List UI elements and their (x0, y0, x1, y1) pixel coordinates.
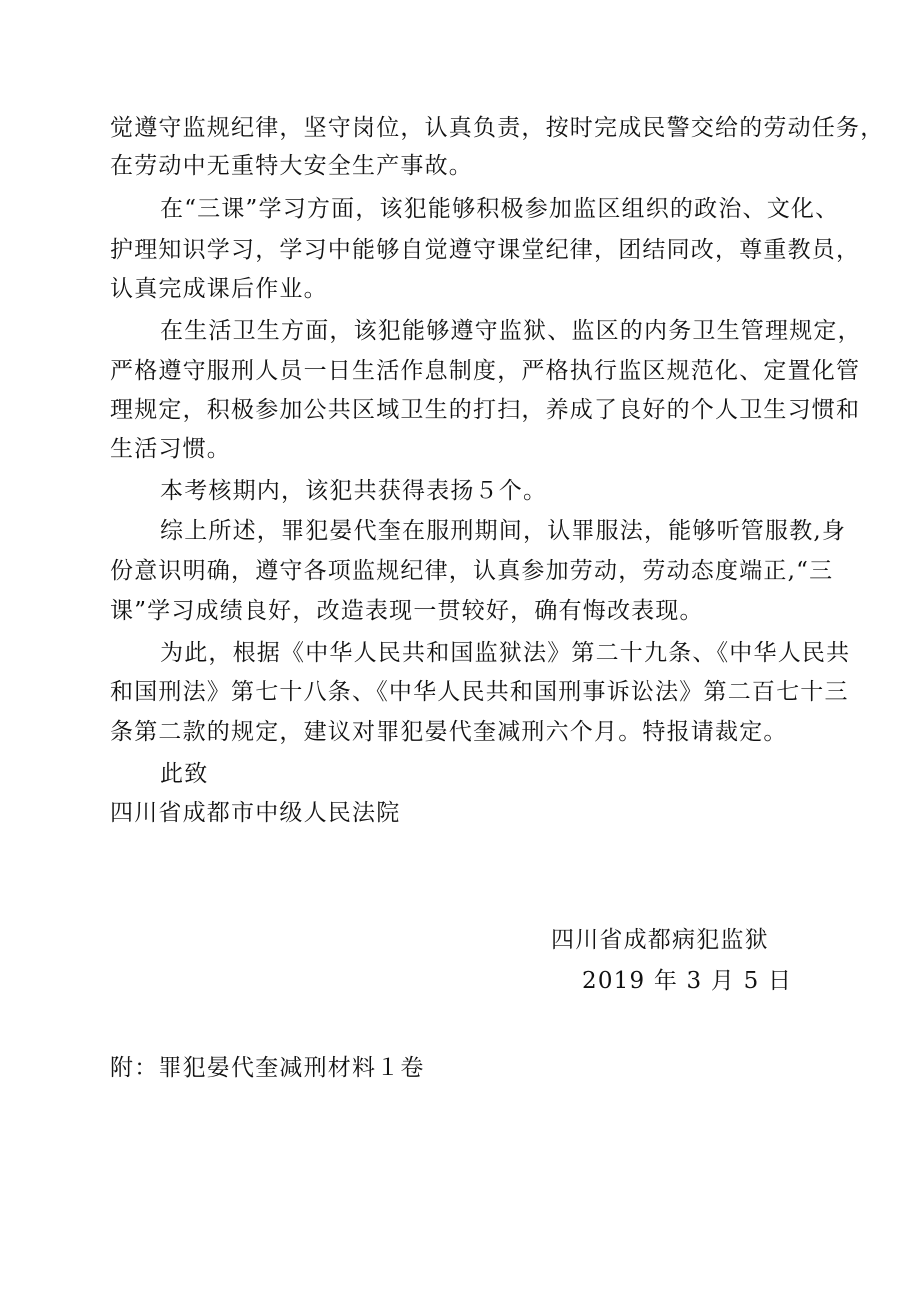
paragraph-2-line-1: 在“三课”学习方面，该犯能够积极参加监区组织的政治、文化、 (160, 196, 840, 222)
paragraph-6-line-1: 为此，根据《中华人民共和国监狱法》第二十九条、《中华人民共 (160, 640, 851, 666)
paragraph-2-line-2: 护理知识学习，学习中能够自觉遵守课堂纪律，团结同改，尊重教员， (110, 237, 861, 263)
paragraph-1-line-1: 觉遵守监规纪律，坚守岗位，认真负责，按时完成民警交给的劳动任务， (110, 115, 885, 141)
paragraph-1-line-2: 在劳动中无重特大安全生产事故。 (110, 153, 473, 179)
salutation: 此致 (160, 761, 209, 787)
sender-institution: 四川省成都病犯监狱 (551, 927, 769, 953)
paragraph-5-line-3: 课”学习成绩良好，改造表现一贯较好，确有悔改表现。 (110, 598, 704, 624)
recipient-court: 四川省成都市中级人民法院 (110, 800, 401, 826)
paragraph-2-line-3: 认真完成课后作业。 (110, 276, 328, 302)
paragraph-4-line-1: 本考核期内，该犯共获得表扬５个。 (160, 478, 548, 504)
document-date: 2019 年 3 月 5 日 (582, 968, 793, 994)
paragraph-5-line-1: 综上所述，罪犯晏代奎在服刑期间，认罪服法，能够听管服教,身 (160, 518, 847, 544)
paragraph-3-line-3: 理规定，积极参加公共区域卫生的打扫，养成了良好的个人卫生习惯和 (110, 397, 861, 423)
paragraph-5-line-2: 份意识明确，遵守各项监规纪律，认真参加劳动，劳动态度端正,“三 (110, 558, 834, 584)
paragraph-6-line-3: 条第二款的规定，建议对罪犯晏代奎减刑六个月。特报请裁定。 (110, 719, 788, 745)
paragraph-6-line-2: 和国刑法》第七十八条、《中华人民共和国刑事诉讼法》第二百七十三 (110, 679, 849, 705)
attachment-note: 附：罪犯晏代奎减刑材料１卷 (110, 1055, 425, 1081)
paragraph-3-line-4: 生活习惯。 (110, 436, 231, 462)
paragraph-3-line-1: 在生活卫生方面，该犯能够遵守监狱、监区的内务卫生管理规定， (160, 318, 862, 344)
paragraph-3-line-2: 严格遵守服刑人员一日生活作息制度，严格执行监区规范化、定置化管 (110, 358, 861, 384)
